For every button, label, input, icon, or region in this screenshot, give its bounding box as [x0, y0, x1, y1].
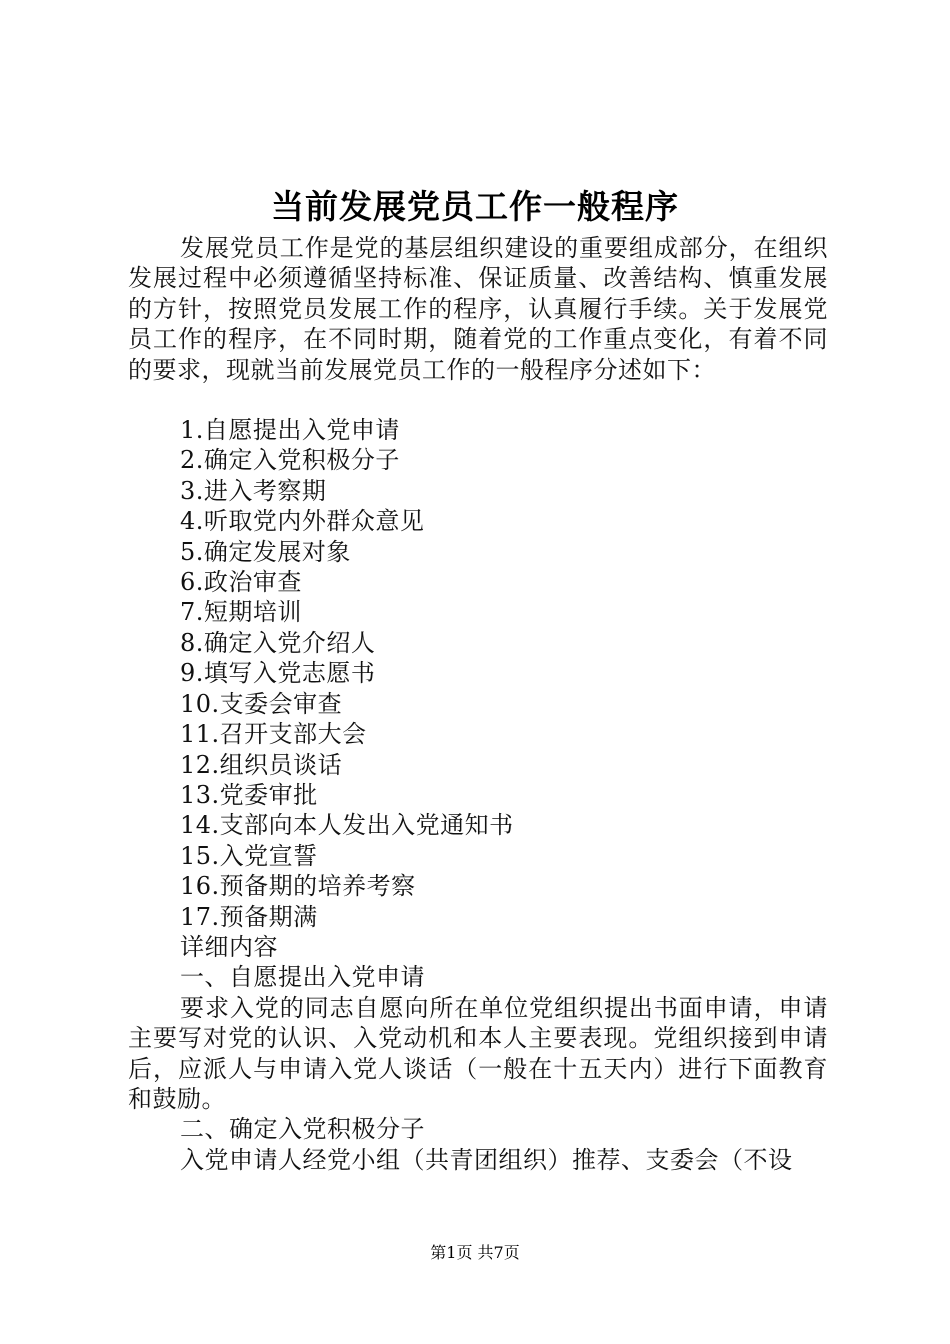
- list-item: 14.支部向本人发出入党通知书: [180, 811, 514, 840]
- spacer: [128, 385, 828, 415]
- list-item: 4.听取党内外群众意见: [180, 507, 425, 536]
- list-item: 2.确定入党积极分子: [180, 446, 400, 475]
- list-item: 12.组织员谈话: [180, 750, 343, 779]
- section-heading: 一、自愿提出入党申请: [180, 963, 425, 992]
- section-paragraph: 入党申请人经党小组（共青团组织）推荐、支委会（不设: [180, 1145, 793, 1174]
- list-item: 5.确定发展对象: [180, 537, 351, 566]
- intro-paragraph: 发展党员工作是党的基层组织建设的重要组成部分，在组织发展过程中必须遵循坚持标准、保证质量、改善结构、慎重发展的方针，按照党员发展工作的程序，认真履行手续。关于发展党员工作的程序，在不同时期，随着党的工作重点变化，有着不同的要求，现就当前发展党员工作的一般程序分述如下：: [128, 234, 828, 384]
- list-item: 6.政治审查: [180, 568, 302, 597]
- list-item: 9.填写入党志愿书: [180, 659, 376, 688]
- section-paragraph: 要求入党的同志自愿向所在单位党组织提出书面申请，申请主要写对党的认识、入党动机和本人主要表现。党组织接到申请后，应派人与申请入党人谈话（一般在十五天内）进行下面教育和鼓励。: [128, 993, 828, 1113]
- page-number-footer: 第1页 共7页: [430, 1243, 520, 1262]
- document-title: 当前发展党员工作一般程序: [271, 187, 679, 226]
- list-item: 8.确定入党介绍人: [180, 628, 376, 657]
- list-item: 15.入党宣誓: [180, 841, 318, 870]
- steps-list: [128, 415, 828, 932]
- document-body: [128, 233, 828, 1175]
- list-item: 11.召开支部大会: [180, 720, 367, 749]
- detail-heading: 详细内容: [180, 932, 278, 961]
- list-item: 13.党委审批: [180, 780, 318, 809]
- list-item: 16.预备期的培养考察: [180, 872, 416, 901]
- list-item: 10.支委会审查: [180, 689, 343, 718]
- list-item: 1.自愿提出入党申请: [180, 416, 400, 445]
- list-item: 7.短期培训: [180, 598, 302, 627]
- section-heading: 二、确定入党积极分子: [180, 1115, 425, 1144]
- list-item: 17.预备期满: [180, 902, 318, 931]
- list-item: 3.进入考察期: [180, 476, 327, 505]
